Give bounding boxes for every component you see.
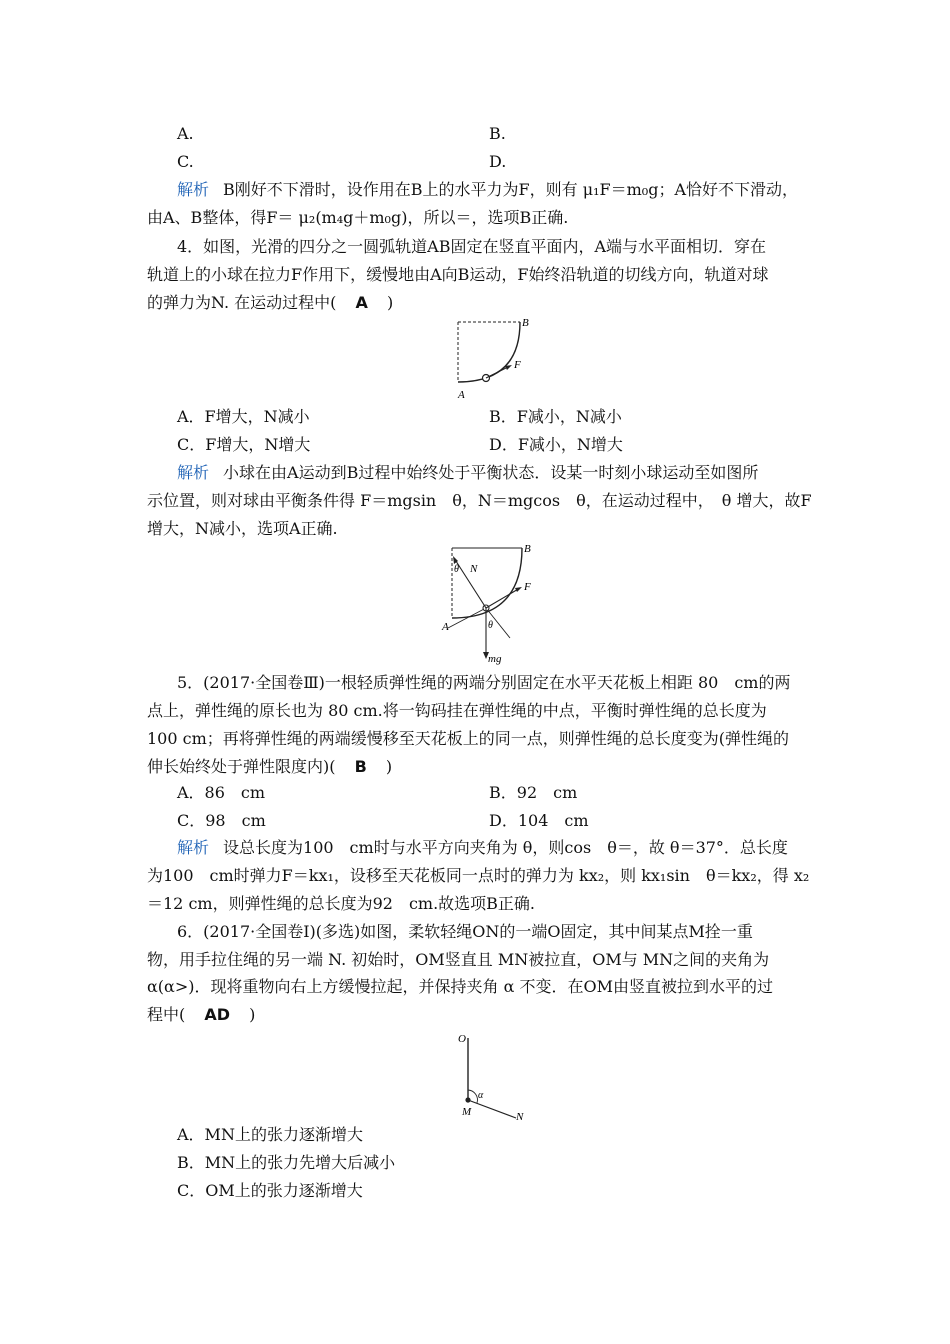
q4-stem-line: 轨道上的小球在拉力F作用下，缓慢地由A向B运动，F始终沿轨道的切线方向，轨道对球 xyxy=(147,265,769,284)
label-f: F xyxy=(514,359,521,371)
label-f: F xyxy=(524,581,531,593)
q5-analysis-line: 解析 设总长度为100 cm时与水平方向夹角为 θ，则cos θ＝，故 θ＝37°．总长度 xyxy=(177,838,788,857)
label-m: M xyxy=(462,1106,472,1118)
q5-stem-line: 点上，弹性绳的原长也为 80 cm.将一钩码挂在弹性绳的中点，平衡时弹性绳的总长度为 xyxy=(147,701,767,720)
q3-option-b: B. xyxy=(489,124,506,143)
q6-option-b: B．MN上的张力先增大后减小 xyxy=(177,1153,396,1172)
q3-analysis-line: 解析 B刚好不下滑时，设作用在B上的水平力为F，则有 μ₁F＝m₀g；A恰好不下滑动， xyxy=(177,180,799,199)
q3-option-d: D. xyxy=(489,152,507,171)
q5-stem-line: 5．(2017·全国卷Ⅲ)一根轻质弹性绳的两端分别固定在水平天花板上相距 80 cm的两 xyxy=(177,673,791,692)
analysis-label: 解析 xyxy=(177,180,210,199)
q4-analysis-line: 解析 小球在由A运动到B过程中始终处于平衡状态．设某一时刻小球运动至如图所 xyxy=(177,463,759,482)
q4-answer: A xyxy=(355,293,368,312)
label-alpha: α xyxy=(478,1090,484,1101)
q6-option-c: C．OM上的张力逐渐增大 xyxy=(177,1181,363,1200)
label-mg: mg xyxy=(488,653,502,665)
label-o: O xyxy=(458,1033,466,1045)
label-theta-top: θ xyxy=(454,564,459,575)
label-b: B xyxy=(522,317,529,329)
analysis-label: 解析 xyxy=(177,463,210,482)
q6-stem-line: 物，用手拉住绳的另一端 N. 初始时，OM竖直且 MN被拉直，OM与 MN之间的夹角为 xyxy=(147,950,770,969)
q5-option-a: A．86 cm xyxy=(177,783,266,802)
q5-stem-line: 伸长始终处于弹性限度内)( B ) xyxy=(147,757,393,776)
q4-stem-line: 的弹力为N. 在运动过程中( A ) xyxy=(147,293,394,312)
q4-analysis-line: 增大，N减小，选项A正确. xyxy=(147,519,338,538)
q4-option-a: A．F增大，N减小 xyxy=(177,407,310,426)
q3-option-a: A. xyxy=(177,124,194,143)
q4-option-d: D．F减小，N增大 xyxy=(489,435,623,454)
q6-answer: AD xyxy=(204,1005,231,1024)
q5-option-d: D．104 cm xyxy=(489,811,589,830)
q4-option-c: C．F增大，N增大 xyxy=(177,435,311,454)
q5-analysis-line: ＝12 cm，则弹性绳的总长度为92 cm.故选项B正确. xyxy=(147,894,536,913)
label-theta-bottom: θ xyxy=(488,620,493,631)
q4-analysis-line: 示位置，则对球由平衡条件得 F＝mgsin θ，N＝mgcos θ，在运动过程中， θ 增大，故F xyxy=(147,491,812,510)
q6-stem-line: 6．(2017·全国卷Ⅰ)(多选)如图，柔软轻绳ON的一端O固定，其中间某点M拴一重 xyxy=(177,922,753,941)
q5-stem-line: 100 cm；再将弹性绳的两端缓慢移至天花板上的同一点，则弹性绳的总长度变为(弹性绳的 xyxy=(147,729,790,748)
q3-analysis-line: 由A、B整体，得F＝ μ₂(m₄g＋m₀g)，所以＝，选项B正确. xyxy=(147,208,569,227)
q5-answer: B xyxy=(354,757,367,776)
label-b: B xyxy=(524,543,531,555)
q4-option-b: B．F减小，N减小 xyxy=(489,407,622,426)
q6-rope-figure xyxy=(452,1028,542,1124)
q6-stem-line: 程中( AD ) xyxy=(147,1005,256,1024)
q4-force-diagram xyxy=(440,538,550,668)
q6-option-a: A．MN上的张力逐渐增大 xyxy=(177,1125,363,1144)
q4-figure-arc-track xyxy=(448,312,538,404)
q4-stem-line: 4．如图，光滑的四分之一圆弧轨道AB固定在竖直平面内，A端与水平面相切．穿在 xyxy=(177,237,767,256)
q5-option-c: C．98 cm xyxy=(177,811,266,830)
q3-option-c: C. xyxy=(177,152,194,171)
label-n: N xyxy=(516,1111,524,1123)
label-a: A xyxy=(458,389,465,401)
label-n: N xyxy=(470,563,478,575)
label-a: A xyxy=(442,621,449,633)
q6-stem-line: α(α>)．现将重物向右上方缓慢拉起，并保持夹角 α 不变．在OM由竖直被拉到水平的过 xyxy=(147,977,773,996)
analysis-label: 解析 xyxy=(177,838,210,857)
q5-analysis-line: 为100 cm时弹力F＝kx₁，设移至天花板同一点时的弹力为 kx₂，则 kx₁sin θ＝kx₂，得 x₂ xyxy=(147,866,810,885)
q5-option-b: B．92 cm xyxy=(489,783,578,802)
